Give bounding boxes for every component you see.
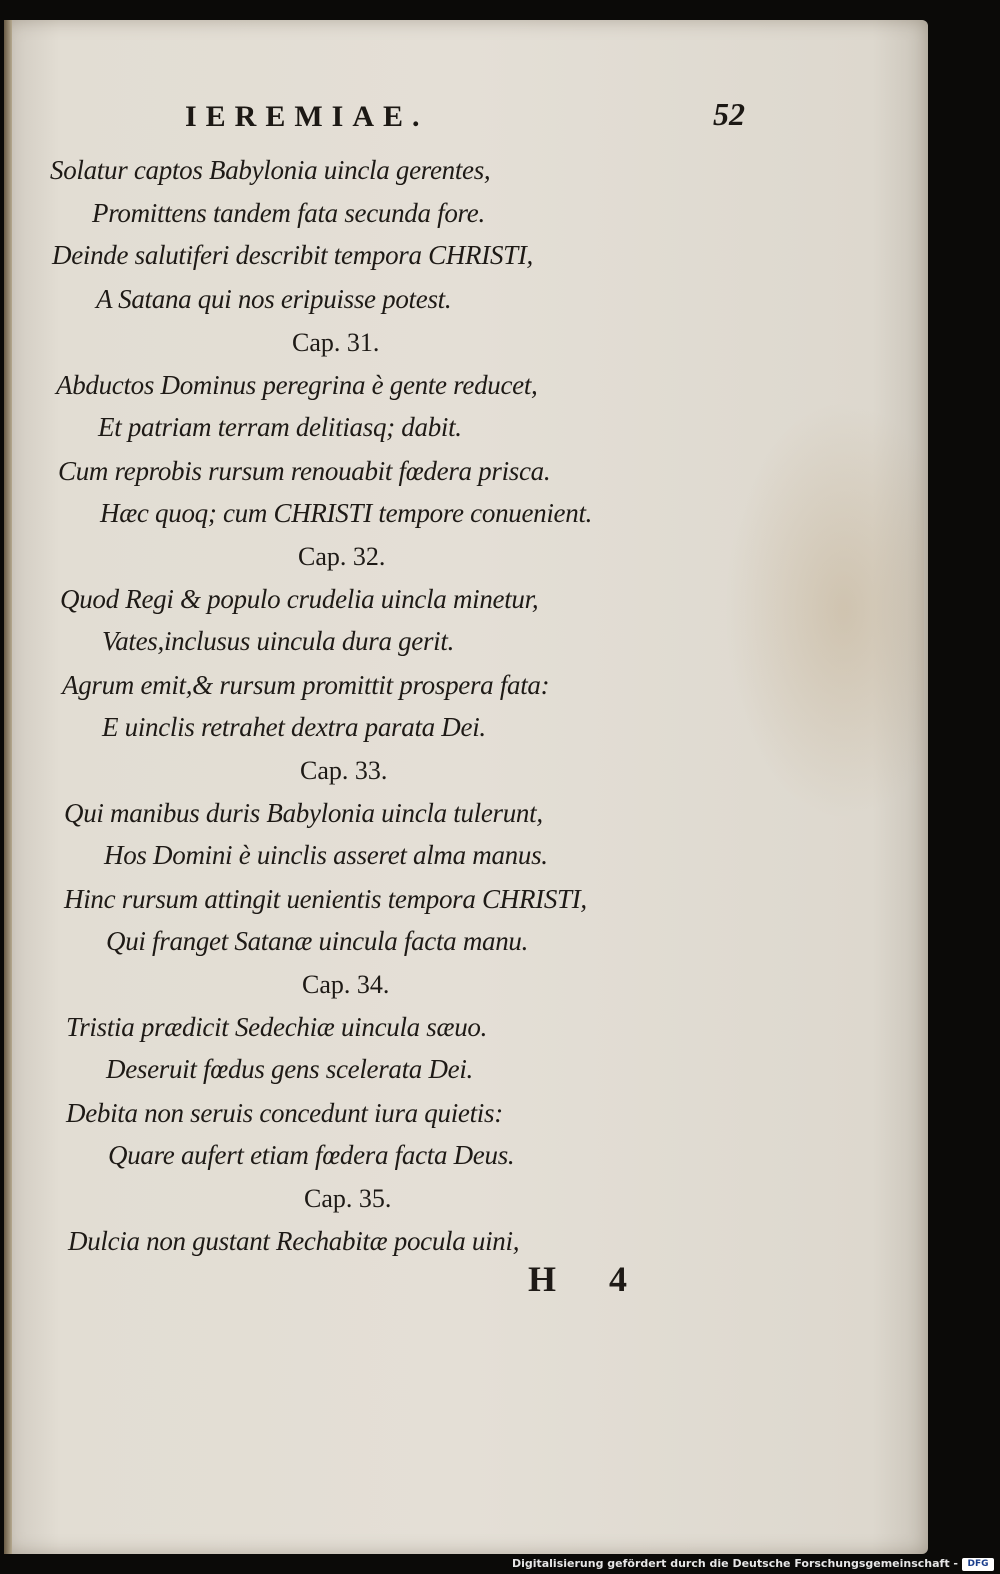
chapter-heading: Cap. 35. <box>304 1184 392 1213</box>
verse-line: Cum reprobis rursum renouabit fœdera prisca. <box>58 456 551 486</box>
folio-number: 52 <box>713 96 745 132</box>
running-title: IEREMIAE. <box>185 100 429 133</box>
chapter-heading: Cap. 32. <box>298 542 386 571</box>
chapter-heading: Cap. 33. <box>300 756 388 785</box>
verse-line: Tristia prædicit Sedechiæ uincula sæuo. <box>66 1012 488 1042</box>
chapter-heading: Cap. 31. <box>292 328 380 357</box>
verse-line: Deseruit fœdus gens scelerata Dei. <box>106 1054 473 1084</box>
verse-line: Dulcia non gustant Rechabitæ pocula uini, <box>68 1226 520 1256</box>
verse-line: Abductos Dominus peregrina è gente reducet, <box>56 370 538 400</box>
verse-line: Qui franget Satanæ uincula facta manu. <box>106 926 529 956</box>
verse-line: E uinclis retrahet dextra parata Dei. <box>102 712 486 742</box>
dfg-logo: DFG <box>962 1558 994 1571</box>
verse-line: Et patriam terram delitiasq; dabit. <box>98 412 462 442</box>
verse-line: Hinc rursum attingit uenientis tempora CHRISTI, <box>64 884 587 914</box>
verse-line: Solatur captos Babylonia uincla gerentes, <box>50 155 491 185</box>
page-stain <box>724 400 924 820</box>
verse-line: Vates,inclusus uincula dura gerit. <box>102 626 455 656</box>
verse-line: A Satana qui nos eripuisse potest. <box>96 284 452 314</box>
digitization-footer <box>0 1556 1000 1574</box>
verse-line: Debita non seruis concedunt iura quietis: <box>66 1098 503 1128</box>
verse-line: Hæc quoq; cum CHRISTI tempore conuenient. <box>100 498 593 528</box>
verse-line: Agrum emit,& rursum promittit prospera fata: <box>62 670 550 700</box>
verse-line: Promittens tandem fata secunda fore. <box>92 198 485 228</box>
verse-line: Deinde salutiferi describit tempora CHRISTI, <box>52 240 534 270</box>
verse-line: Hos Domini è uinclis asseret alma manus. <box>104 840 548 870</box>
verse-line: Quare aufert etiam fœdera facta Deus. <box>108 1140 515 1170</box>
page-header <box>185 96 745 140</box>
verse-line: Quod Regi & populo crudelia uincla minetur, <box>60 584 539 614</box>
funding-credit: Digitalisierung gefördert durch die Deutsche Forschungsgemeinschaft - <box>511 1557 958 1570</box>
signature-mark: H 4 <box>528 1259 650 1299</box>
page-gutter <box>4 20 12 1554</box>
verse-line: Qui manibus duris Babylonia uincla tulerunt, <box>64 798 543 828</box>
chapter-heading: Cap. 34. <box>302 970 390 999</box>
